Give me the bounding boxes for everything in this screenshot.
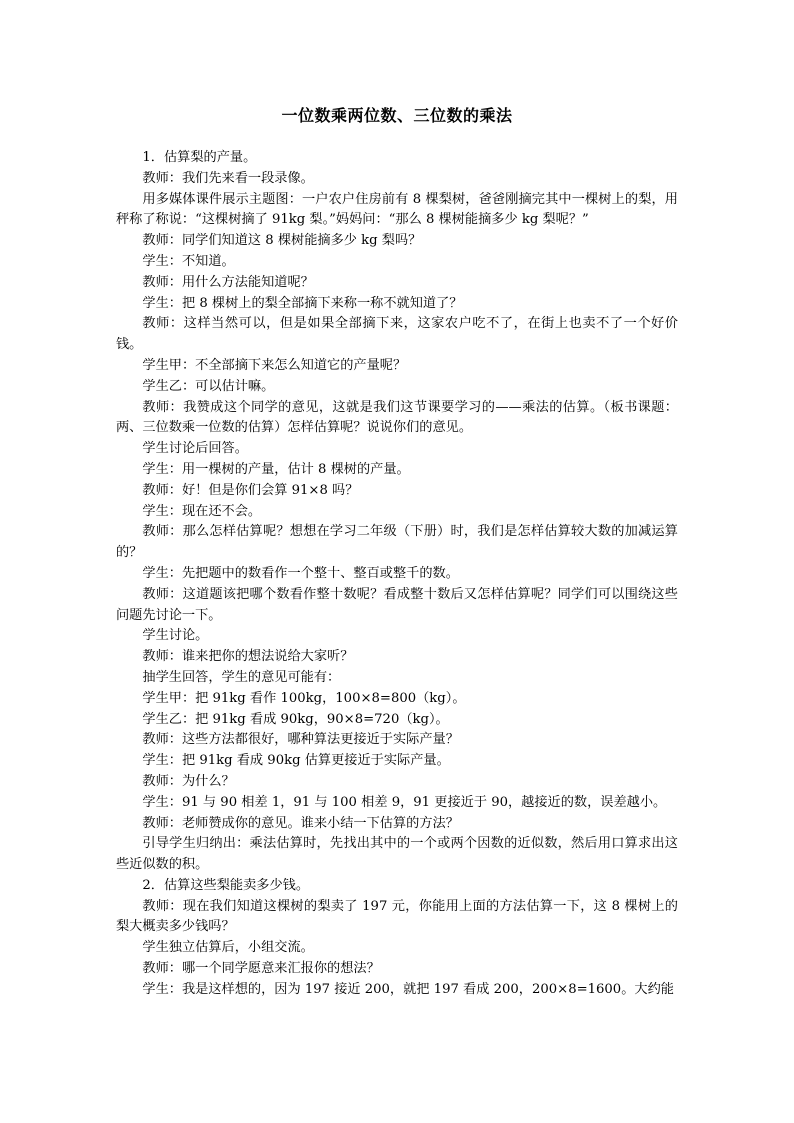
paragraph-2: 教师：我们先来看一段录像。 [142,170,314,186]
paragraph-32: 学生独立估算后，小组交流。 [142,940,314,956]
paragraph-33: 教师：哪一个同学愿意来汇报你的想法？ [142,961,380,977]
paragraph-7: 学生：把 8 棵树上的梨全部摘下来称一称不就知道了？ [142,295,463,311]
paragraph-18: 教师：这道题该把哪个数看作整十数呢？看成整十数后又怎样估算呢？同学们可以围绕这些问题先讨论一下。 [116,586,678,623]
paragraph-13: 学生：用一棵树的产量，估计 8 棵树的产量。 [142,461,410,477]
paragraph-6: 教师：用什么方法能知道呢？ [142,274,314,290]
paragraph-17: 学生：先把题中的数看作一个整十、整百或整千的数。 [142,565,459,581]
paragraph-24: 教师：这些方法都很好，哪种算法更接近于实际产量？ [142,732,459,748]
document-body [116,148,678,1001]
paragraph-22: 学生甲：把 91kg 看作 100kg，100×8=800（kg）。 [142,690,466,706]
paragraph-30: 2．估算这些梨能卖多少钱。 [142,877,310,893]
paragraph-11: 教师：我赞成这个同学的意见，这就是我们这节课要学习的——乘法的估算。（板书课题：两、三位数乘一位数的估算）怎样估算呢？说说你们的意见。 [116,399,678,436]
paragraph-31: 教师：现在我们知道这棵树的梨卖了 197 元，你能用上面的方法估算一下，这 8 棵树上的梨大概卖多少钱吗？ [116,898,678,935]
document-page [116,104,678,1001]
paragraph-15: 学生：现在还不会。 [142,503,262,519]
paragraph-4: 教师：同学们知道这 8 棵树能摘多少 kg 梨吗？ [142,233,422,249]
paragraph-21: 抽学生回答，学生的意见可能有： [142,669,341,685]
paragraph-14: 教师：好！但是你们会算 91×8 吗？ [142,482,359,498]
paragraph-26: 教师：为什么？ [142,773,235,789]
paragraph-28: 教师：老师赞成你的意见。谁来小结一下估算的方法？ [142,815,459,831]
paragraph-12: 学生讨论后回答。 [142,441,248,457]
paragraph-5: 学生：不知道。 [142,253,235,269]
paragraph-23: 学生乙：把 91kg 看成 90kg，90×8=720（kg）。 [142,711,449,727]
paragraph-3: 用多媒体课件展示主题图：一户农户住房前有 8 棵梨树，爸爸刚摘完其中一棵树上的梨，用秤称了称说：“这棵树摘了 91kg 梨。”妈妈问：“那么 8 棵树能摘多少 kg 梨呢？” [116,191,678,228]
paragraph-25: 学生：把 91kg 看成 90kg 估算更接近于实际产量。 [142,753,450,769]
paragraph-16: 教师：那么怎样估算呢？想想在学习二年级（下册）时，我们是怎样估算较大数的加减运算的？ [116,524,678,561]
paragraph-27: 学生：91 与 90 相差 1，91 与 100 相差 9，91 更接近于 90，越接近的数，误差越小。 [142,794,667,810]
paragraph-34: 学生：我是这样想的，因为 197 接近 200，就把 197 看成 200，200×8=1600。大约能 [142,981,674,997]
paragraph-29: 引导学生归纳出：乘法估算时，先找出其中的一个或两个因数的近似数，然后用口算求出这些近似数的积。 [116,836,678,873]
paragraph-10: 学生乙：可以估计嘛。 [142,378,275,394]
paragraph-19: 学生讨论。 [142,628,209,644]
paragraph-20: 教师：谁来把你的想法说给大家听？ [142,649,354,665]
paragraph-8: 教师：这样当然可以，但是如果全部摘下来，这家农户吃不了，在街上也卖不了一个好价钱。 [116,316,678,353]
paragraph-1: 1．估算梨的产量。 [142,150,257,165]
document-title: 一位数乘两位数、三位数的乘法 [281,106,513,125]
paragraph-9: 学生甲：不全部摘下来怎么知道它的产量呢？ [142,357,407,373]
